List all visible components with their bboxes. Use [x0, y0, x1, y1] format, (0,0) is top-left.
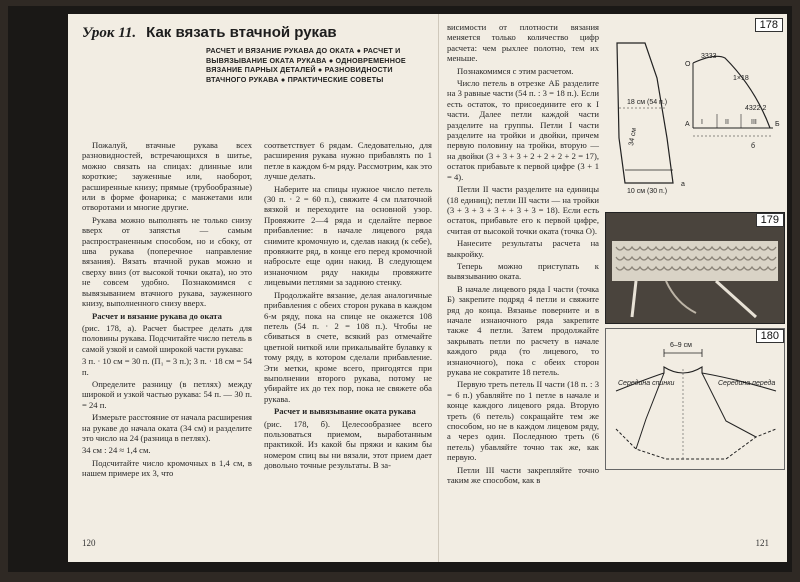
sleeve-cap-curve: [693, 56, 770, 128]
label-b: б: [751, 143, 756, 150]
figure-178: [605, 18, 783, 208]
lesson-heading: [82, 24, 337, 42]
paragraph: (рис. 178, а). Расчет быстрее делать для половины рукава. Подсчитайте число петель в самой узкой и самой широкой части рукава:: [82, 322, 252, 354]
figure-number: 180: [756, 329, 784, 343]
right-page: [439, 14, 787, 562]
label-seq-top: 3333: [701, 53, 717, 60]
page-number-right: 121: [755, 538, 769, 548]
left-column-1: [82, 140, 252, 481]
paragraph: Первую треть петель II части (18 п. : 3 = 6 п.) убавляйте по 1 петле в начале и конце каждого лицевого ряда. Вторую треть (6 петель) сокращайте тем же способом, но не в каждом лицевом ряду, а через один. Последнюю треть (6 петель) убавляйте точно так же, как первую.: [447, 379, 599, 463]
paragraph: Измерьте расстояние от начала расширения на рукаве до начала оката (34 см) и разделите это число на 24 (разница в петлях).: [82, 412, 252, 443]
paragraph: Наберите на спицы нужное число петель (30 п. · 2 = 60 п.), свяжите 4 см платочной вязкой и переходите на основной узор. Провяжите 2—4 ряда и сделайте первое прибавление: в начале лицевого ряда снимите кромочную и, сделав накид (к себе), провяжите ряд, в конце его перед кромочной набросьте еще один накид. В следующем изнаночном ряду накиды провяжите лицевыми петлями за заднюю стенку.: [264, 183, 432, 288]
label-part-3: III: [751, 119, 757, 126]
label-a: а: [681, 181, 685, 188]
paragraph: В начале лицевого ряда I части (точка Б) закрепите подряд 4 петли и свяжите ряд до конца. Вязанье поверните и в начале изнаночного ряда закрепите также 4 петли. Затем продолжайте закрывать петли по расчету в начале каждого ряда (то лицевого, то изнаночного), пока с обеих сторон рукава не сократите 18 петель.: [447, 283, 599, 377]
label-seq-bottom: 4322 2: [745, 105, 767, 112]
left-page: [68, 14, 439, 562]
paragraph: Определите разницу (в петлях) между широкой и узкой частью рукава: 54 п. — 30 п. = 24 п.: [82, 378, 252, 410]
lesson-topics: РАСЧЕТ И ВЯЗАНИЕ РУКАВА ДО ОКАТА ● РАСЧЕТ И ВЫВЯЗЫВАНИЕ ОКАТА РУКАВА ● ОДНОВРЕМЕННОЕ ВЯЗАНИЕ ПАРНЫХ ДЕТАЛЕЙ ● РАЗНОВИДНОСТИ ВТАЧНОГО РУКАВА ● ПРАКТИЧЕСКИЕ СОВЕТЫ: [206, 46, 406, 84]
label-part-1: I: [701, 119, 703, 126]
section-heading: Расчет и вязание рукава до оката: [92, 310, 222, 321]
book-spread: [8, 6, 792, 572]
label-seq-mid: 1×18: [733, 75, 749, 82]
lesson-title: Как вязать втачной рукав: [146, 24, 337, 41]
left-column-2: [264, 140, 432, 473]
formula-line: 3 п. · 10 см = 30 п. (П₁ = 3 п.); 3 п. · 18 см = 54 п.: [82, 356, 252, 377]
sleeve-outline: [616, 429, 776, 459]
paragraph: Пожалуй, втачные рукава всех разновидностей, встречающихся в шитье, можно связать на спицах: длинные или короткие; зауженные или, наоборот, расширенные книзу; прямые (трубообразные) или в форме фонарика; с манжетами или отворотами и многие другие.: [82, 140, 252, 213]
paragraph: соответствует 6 рядам. Следовательно, для расширения рукава нужно прибавлять по 1 петле в каждом 6-м ряду. Рассмотрим, как это лучше делать.: [264, 140, 432, 182]
formula-line: 34 см : 24 ≈ 1,4 см.: [82, 445, 151, 456]
lesson-number: Урок 11.: [82, 25, 137, 41]
knitting-photo: [606, 213, 784, 323]
paragraph: Рукава можно выполнять не только снизу вверх от запястья — самым распространенным способом, но и сбоку, от шва рукава (поперечное направление вязания). Вязать втачной рукав можно и сверху вниз (от высокой точки оката), но это не совсем удобно. Познакомимся с вывязыванием втачного рукава, зауженного книзу, выполненного снизу вверх.: [82, 214, 252, 309]
paragraph: Подсчитайте число кромочных в 1,4 см, в нашем примере их 3, что: [82, 457, 252, 479]
paragraph: Число петель в отрезке АБ разделите на 3 равные части (54 п. : 3 = 18 п.). Если есть остаток, то присоедините его к I части. Далее петли каждой части разделите на группы. Петли I части разделите на тройки и двойки, причем первую половину на тройки, вторую — на двойки (3 + 3 + 3 + 2 + 2 + 2 + 2 = 17), остаток прибавьте к первой цифре (3 + 1 = 4).: [447, 78, 599, 182]
section-heading: Расчет и вывязывание оката рукава: [274, 406, 416, 417]
sleeve-outline-a: [617, 43, 673, 183]
paragraph: Петли III части закрепляйте точно таким же способом, как в: [447, 464, 599, 486]
label-back-center: Середина спинки: [618, 380, 675, 387]
paragraph: Продолжайте вязание, делая аналогичные прибавления с обеих сторон рукава в каждом 6-м ряду, пока на спице не окажется 108 петель (54 п. · 2 = 108 п.). Чтобы не сбиваться в счете, всякий раз отмечайте цветной ниткой или прикалывайте булавку к тому ряду, в котором сделали прибавление. Эти метки, кроме всего, пригодятся при выполнении второго рукава, потому не убирайте их до тех пор, пока не свяжете оба рукава.: [264, 289, 432, 404]
paragraph: Познакомимся с этим расчетом.: [457, 65, 574, 76]
label-measure: 6–9 см: [670, 342, 692, 349]
figure-180: [605, 328, 785, 470]
label-front-center: Середина переда: [718, 380, 776, 387]
label-18cm: 18 см (54 п.): [627, 99, 668, 106]
paragraph: Теперь можно приступать к вывязыванию оката.: [447, 260, 599, 282]
page-number-left: 120: [82, 538, 96, 548]
figure-179: [605, 212, 785, 324]
sleeve-pattern-diagram: [605, 18, 783, 208]
label-O: О: [685, 61, 691, 68]
paragraph: Нанесите результаты расчета на выкройку.: [447, 238, 599, 259]
label-10cm: 10 см (30 п.): [627, 188, 668, 195]
paragraph: висимости от плотности вязания меняется только количество цифр расчета: чем рыхлее полотно, тем их меньше.: [447, 22, 599, 64]
garment-pattern-diagram: [606, 329, 784, 469]
shoulder-line: [616, 367, 776, 391]
label-34cm: 34 см: [628, 127, 639, 147]
label-B: Б: [775, 121, 780, 128]
paragraph: (рис. 178, б). Целесообразнее всего пользоваться приемом, выработанным практикой. Из какой бы пряжи и каким бы номером спиц вы ни вязали, этот прием дает довольно точные результаты. В за-: [264, 418, 432, 471]
paragraph: Петли II части разделите на единицы (18 единиц); петли III части — на тройки (3 + 3 + 3 + 3 + + 3 + 3 = 18). Если есть остаток, прибавьте его к первой цифре, считая от высокой точки оката (точка О).: [447, 184, 599, 236]
figure-number: 179: [756, 213, 784, 227]
figure-number: 178: [755, 18, 783, 32]
right-column: [447, 22, 599, 487]
label-A: А: [685, 121, 690, 128]
label-part-2: II: [725, 119, 729, 126]
